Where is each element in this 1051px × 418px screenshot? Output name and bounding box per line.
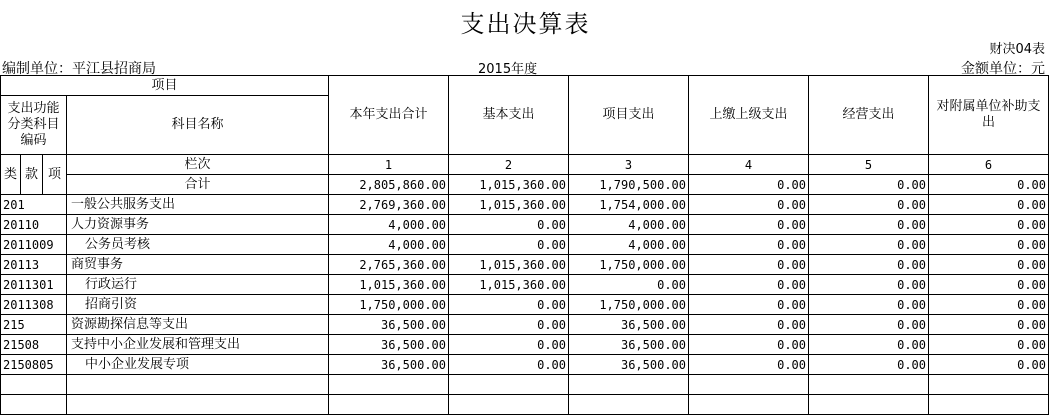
row-value: 36,500.00 <box>329 355 449 375</box>
row-code: 2011301 <box>1 275 67 295</box>
row-value: 0.00 <box>809 315 929 335</box>
row-value: 1,750,000.00 <box>569 255 689 275</box>
row-value: 36,500.00 <box>569 315 689 335</box>
col-num-1: 1 <box>329 155 449 175</box>
header-col-1: 本年支出合计 <box>329 76 449 155</box>
empty-cell <box>929 375 1049 395</box>
table-row <box>1 195 1049 215</box>
row-value: 2,765,360.00 <box>329 255 449 275</box>
empty-cell <box>569 375 689 395</box>
row-value: 0.00 <box>449 335 569 355</box>
header-col-6: 对附属单位补助支出 <box>929 76 1049 155</box>
col-num-5: 5 <box>809 155 929 175</box>
row-value: 0.00 <box>689 215 809 235</box>
empty-cell <box>1 395 67 415</box>
header-col-3: 项目支出 <box>569 76 689 155</box>
table-row <box>1 215 1049 235</box>
row-value: 0.00 <box>689 315 809 335</box>
row-value: 0.00 <box>809 195 929 215</box>
header-kuan: 款 <box>21 155 43 195</box>
table-row <box>1 275 1049 295</box>
empty-cell <box>809 395 929 415</box>
row-value: 1,754,000.00 <box>569 195 689 215</box>
row-value: 0.00 <box>929 215 1049 235</box>
org-unit: 编制单位：平江县招商局 <box>2 61 156 77</box>
row-value: 0.00 <box>689 235 809 255</box>
row-value: 0.00 <box>929 275 1049 295</box>
row-name: 中小企业发展专项 <box>67 355 329 375</box>
report-title: 支出决算表 <box>460 10 591 38</box>
row-value: 1,750,000.00 <box>329 295 449 315</box>
row-value: 1,015,360.00 <box>449 255 569 275</box>
row-value: 4,000.00 <box>569 235 689 255</box>
row-value: 36,500.00 <box>329 315 449 335</box>
row-value: 0.00 <box>929 355 1049 375</box>
empty-row <box>1 375 1049 395</box>
empty-row <box>1 395 1049 415</box>
row-name: 一般公共服务支出 <box>67 195 329 215</box>
empty-cell <box>569 395 689 415</box>
total-value: 0.00 <box>929 175 1049 195</box>
expenditure-table <box>0 75 1049 415</box>
col-num-6: 6 <box>929 155 1049 175</box>
row-value: 36,500.00 <box>329 335 449 355</box>
total-value: 2,805,860.00 <box>329 175 449 195</box>
header-code: 支出功能分类科目编码 <box>1 96 67 155</box>
row-value: 0.00 <box>689 195 809 215</box>
row-value: 0.00 <box>689 275 809 295</box>
total-row <box>1 175 1049 195</box>
row-value: 0.00 <box>689 295 809 315</box>
row-value: 0.00 <box>809 255 929 275</box>
row-name: 招商引资 <box>67 295 329 315</box>
row-name: 资源勘探信息等支出 <box>67 315 329 335</box>
row-value: 0.00 <box>449 235 569 255</box>
row-value: 0.00 <box>449 315 569 335</box>
row-code: 2150805 <box>1 355 67 375</box>
row-value: 0.00 <box>809 295 929 315</box>
row-value: 0.00 <box>809 215 929 235</box>
total-value: 1,015,360.00 <box>449 175 569 195</box>
row-value: 0.00 <box>689 335 809 355</box>
row-value: 0.00 <box>809 355 929 375</box>
row-value: 4,000.00 <box>329 235 449 255</box>
row-value: 0.00 <box>929 315 1049 335</box>
row-code: 215 <box>1 315 67 335</box>
row-value: 0.00 <box>809 235 929 255</box>
header-row-item <box>1 76 1049 96</box>
total-value: 0.00 <box>689 175 809 195</box>
header-col-2: 基本支出 <box>449 76 569 155</box>
row-value: 0.00 <box>809 275 929 295</box>
row-value: 2,769,360.00 <box>329 195 449 215</box>
header-col-5: 经营支出 <box>809 76 929 155</box>
table-row <box>1 355 1049 375</box>
row-value: 0.00 <box>689 255 809 275</box>
total-value: 1,790,500.00 <box>569 175 689 195</box>
empty-cell <box>449 395 569 415</box>
row-code: 20113 <box>1 255 67 275</box>
table-row <box>1 235 1049 255</box>
row-value: 0.00 <box>449 355 569 375</box>
row-value: 1,015,360.00 <box>449 195 569 215</box>
row-name: 行政运行 <box>67 275 329 295</box>
report-year: 2015年度 <box>478 62 538 77</box>
row-value: 36,500.00 <box>569 335 689 355</box>
header-name: 科目名称 <box>67 96 329 155</box>
table-row <box>1 295 1049 315</box>
row-value: 0.00 <box>929 255 1049 275</box>
row-code: 2011009 <box>1 235 67 255</box>
col-num-3: 3 <box>569 155 689 175</box>
table-row <box>1 335 1049 355</box>
row-name: 人力资源事务 <box>67 215 329 235</box>
empty-cell <box>67 395 329 415</box>
amount-unit: 金额单位：元 <box>961 61 1045 77</box>
row-value: 0.00 <box>449 295 569 315</box>
row-code: 21508 <box>1 335 67 355</box>
row-value: 0.00 <box>449 215 569 235</box>
row-value: 0.00 <box>809 335 929 355</box>
row-value: 0.00 <box>689 355 809 375</box>
row-value: 0.00 <box>569 275 689 295</box>
header-lanci: 栏次 <box>67 155 329 175</box>
empty-cell <box>689 395 809 415</box>
header-row-lanci <box>1 155 1049 175</box>
empty-cell <box>929 395 1049 415</box>
total-label: 合计 <box>67 175 329 195</box>
empty-cell <box>449 375 569 395</box>
row-value: 0.00 <box>929 195 1049 215</box>
empty-cell <box>1 375 67 395</box>
row-value: 1,015,360.00 <box>329 275 449 295</box>
row-code: 20110 <box>1 215 67 235</box>
header-item: 项目 <box>1 76 329 96</box>
row-value: 0.00 <box>929 235 1049 255</box>
row-code: 2011308 <box>1 295 67 315</box>
empty-cell <box>809 375 929 395</box>
row-name: 商贸事务 <box>67 255 329 275</box>
empty-cell <box>689 375 809 395</box>
empty-cell <box>329 395 449 415</box>
row-value: 0.00 <box>929 335 1049 355</box>
row-name: 公务员考核 <box>67 235 329 255</box>
header-lei: 类 <box>1 155 21 195</box>
col-num-4: 4 <box>689 155 809 175</box>
col-num-2: 2 <box>449 155 569 175</box>
row-value: 0.00 <box>929 295 1049 315</box>
empty-cell <box>67 375 329 395</box>
row-value: 4,000.00 <box>329 215 449 235</box>
row-value: 1,015,360.00 <box>449 275 569 295</box>
form-number: 财决04表 <box>989 42 1045 57</box>
row-name: 支持中小企业发展和管理支出 <box>67 335 329 355</box>
total-value: 0.00 <box>809 175 929 195</box>
header-col-4: 上缴上级支出 <box>689 76 809 155</box>
table-row <box>1 255 1049 275</box>
row-value: 1,750,000.00 <box>569 295 689 315</box>
row-value: 36,500.00 <box>569 355 689 375</box>
row-value: 4,000.00 <box>569 215 689 235</box>
table-row <box>1 315 1049 335</box>
header-xiang: 项 <box>43 155 67 195</box>
row-code: 201 <box>1 195 67 215</box>
empty-cell <box>329 375 449 395</box>
